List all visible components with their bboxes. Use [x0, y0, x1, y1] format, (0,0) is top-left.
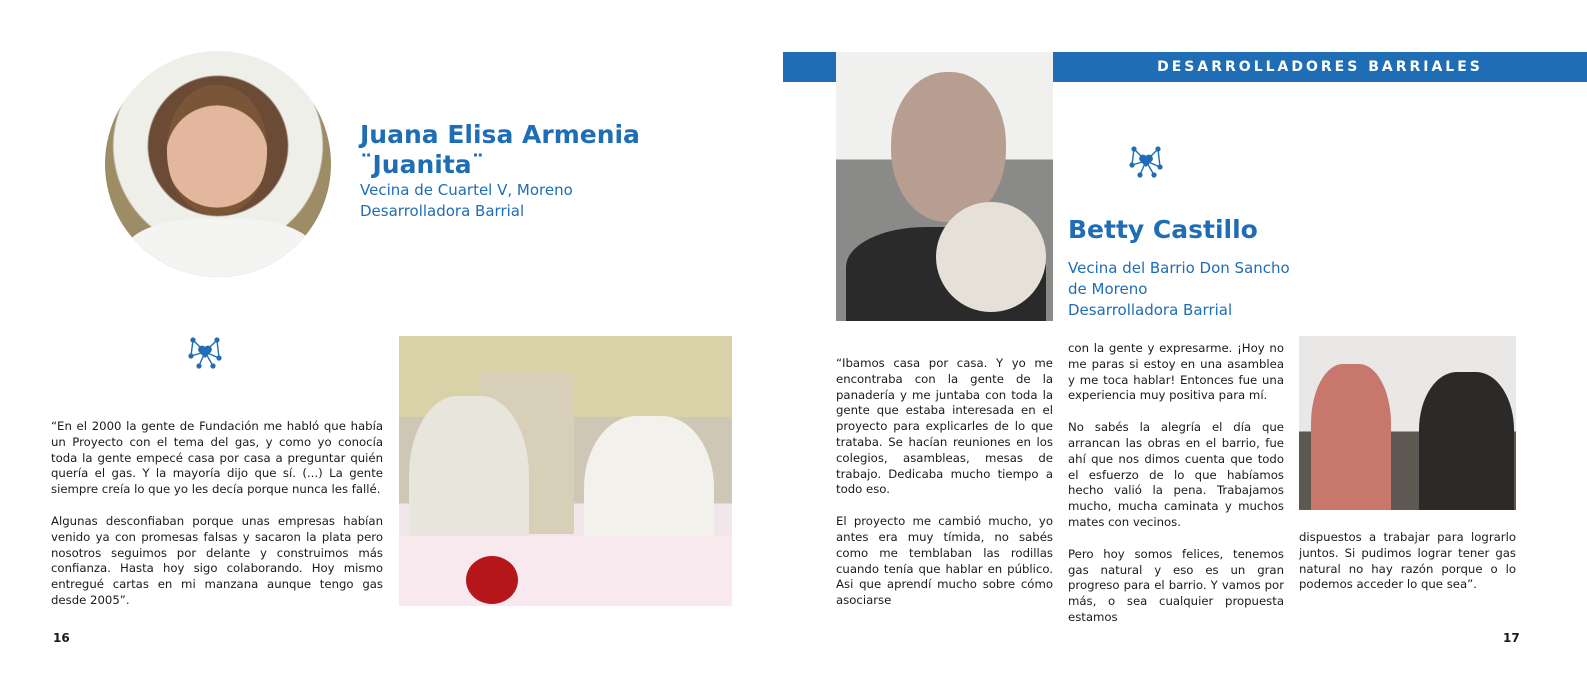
network-heart-icon — [1126, 141, 1166, 181]
betty-quote-column-2 — [1068, 341, 1284, 642]
juanita-subtitle-line1: Vecina de Cuartel V, Moreno — [360, 181, 573, 199]
betty-col1-paragraph-2: El proyecto me cambió mucho, yo antes era muy tímida, no sabés como me temblaban las rodillas cuando tenía que hablar en público. Asi que aprendí mucho sobre cómo asociarse — [836, 514, 1053, 608]
betty-name-block — [1068, 214, 1368, 321]
betty-col2-paragraph-1: con la gente y expresarme. ¡Hoy no me paras si estoy en una asamblea y me toca hablar! Entonces fue una experiencia muy positiva para mí. — [1068, 341, 1284, 403]
betty-subtitle-line3: Desarrolladora Barrial — [1068, 301, 1233, 319]
two-women-photo — [1299, 336, 1516, 510]
juanita-portrait-photo — [105, 51, 331, 277]
page-number-right: 17 — [1503, 631, 1520, 645]
juanita-name-line2: ¨Juanita¨ — [360, 150, 485, 179]
left-page — [0, 0, 783, 680]
betty-portrait-photo — [836, 52, 1053, 321]
juanita-name-block — [360, 120, 740, 222]
juanita-name-line1: Juana Elisa Armenia — [360, 120, 640, 149]
juanita-quote — [51, 419, 383, 625]
betty-col3-paragraph-1: dispuestos a trabajar para lograrlo juntos. Si pudimos lograr tener gas natural no hay razón porque o lo podemos acceder lo que sea”. — [1299, 530, 1516, 592]
section-band-left — [783, 52, 836, 82]
betty-subtitle-line2: de Moreno — [1068, 280, 1148, 298]
page-number-left: 16 — [53, 631, 70, 645]
network-heart-icon — [185, 332, 225, 372]
section-band-title: DESARROLLADORES BARRIALES — [1053, 52, 1587, 82]
betty-subtitle-line1: Vecina del Barrio Don Sancho — [1068, 259, 1290, 277]
juanita-subtitle-line2: Desarrolladora Barrial — [360, 202, 525, 220]
betty-quote-column-1 — [836, 356, 1053, 625]
betty-col2-paragraph-2: No sabés la alegría el día que arrancan las obras en el barrio, fue ahí que nos dimos cuenta que todo el esfuerzo de lo que habíamos hecho valió la pena. Trabajamos mucho, mucha caminata y muchos mates con vecinos. — [1068, 420, 1284, 529]
juanita-quote-paragraph-2: Algunas desconfiaban porque unas empresas habían venido ya con promesas falsas y sacaron la plata pero nosotros seguimos por delante y construimos más confianza. Hasta hoy sigo colaborando. Hoy mismo entregué cartas en mi manzana aunque tengo gas desde 2005”. — [51, 513, 383, 607]
kitchen-couple-photo — [399, 336, 732, 606]
betty-quote-column-3 — [1299, 530, 1516, 609]
betty-col1-paragraph-1: “Ibamos casa por casa. Y yo me encontraba con la gente de la panadería y me juntaba con toda la gente que estaba interesada en el proyecto para explicarles de lo que trataba. Se hacían reuniones en los colegios, asambleas, mesas de trabajo. Dedicaba mucho tiempo a todo eso. — [836, 356, 1053, 497]
right-page — [783, 0, 1587, 680]
betty-col2-paragraph-3: Pero hoy somos felices, tenemos gas natural y eso es un gran progreso para el barrio. Y vamos por más, o sea cualquier propuesta estamos — [1068, 546, 1284, 624]
juanita-quote-paragraph-1: “En el 2000 la gente de Fundación me habló que había un Proyecto con el tema del gas, y como yo conocía toda la gente empecé casa por casa a preguntar quién quería el gas. Y la mayoría dijo que sí. (...) La gente siempre creía lo que yo les decía porque nunca les fallé. — [51, 419, 383, 497]
betty-name: Betty Castillo — [1068, 215, 1258, 244]
